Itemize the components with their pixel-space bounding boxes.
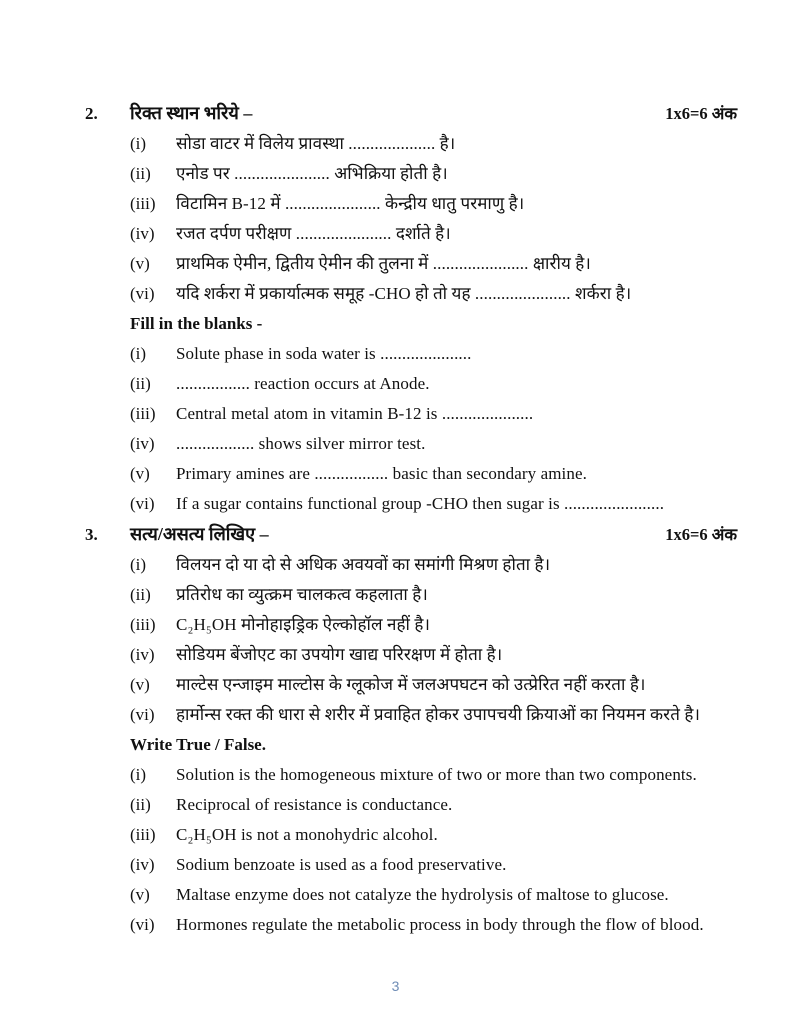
question-item <box>130 550 737 580</box>
item-text: Reciprocal of resistance is conductance. <box>176 795 453 814</box>
item-label: (ii) <box>130 164 151 183</box>
item-text: If a sugar contains functional group -CHO then sugar is ....................... <box>176 494 665 513</box>
question-item <box>130 820 737 850</box>
question-item <box>130 129 737 159</box>
question-3-hindi-items <box>130 550 737 730</box>
question-item <box>130 159 737 189</box>
question-title-hindi: सत्य/असत्य लिखिए – <box>130 524 269 544</box>
item-label: (vi) <box>130 284 155 303</box>
item-label: (iv) <box>130 434 155 453</box>
item-label: (i) <box>130 344 147 363</box>
page-number: 3 <box>391 978 400 994</box>
item-label: (ii) <box>130 585 151 604</box>
question-item <box>130 850 737 880</box>
question-number: 3. <box>85 525 98 544</box>
question-marks: 1x6=6 अंक <box>665 104 737 123</box>
question-3-english-items <box>130 760 737 940</box>
item-label: (iii) <box>130 194 156 213</box>
question-item <box>130 880 737 910</box>
question-item <box>130 760 737 790</box>
question-3-heading <box>85 519 737 550</box>
question-3-english-subheading: Write True / False. <box>130 735 266 754</box>
question-marks: 1x6=6 अंक <box>665 525 737 544</box>
question-3-block <box>85 519 737 940</box>
item-text: Maltase enzyme does not catalyze the hydrolysis of maltose to glucose. <box>176 885 669 904</box>
item-text: Sodium benzoate is used as a food preservative. <box>176 855 507 874</box>
question-item <box>130 189 737 219</box>
item-text: Solute phase in soda water is ..................... <box>176 344 472 363</box>
item-label: (iv) <box>130 855 155 874</box>
item-text: सोडा वाटर में विलेय प्रावस्था .................... है। <box>176 134 456 153</box>
item-label: (v) <box>130 464 150 483</box>
question-item <box>130 790 737 820</box>
item-text: एनोड पर ...................... अभिक्रिया होती है। <box>176 164 448 183</box>
question-item <box>130 610 737 640</box>
question-2-block <box>85 98 737 519</box>
item-label: (iv) <box>130 224 155 243</box>
question-item <box>130 339 737 369</box>
item-label: (v) <box>130 885 150 904</box>
item-text: हार्मोन्स रक्त की धारा से शरीर में प्रवाहित होकर उपापचयी क्रियाओं का नियमन करते है। <box>176 705 701 724</box>
item-label: (iii) <box>130 404 156 423</box>
item-text: प्रतिरोध का व्युत्क्रम चालकत्व कहलाता है। <box>176 585 428 604</box>
question-item <box>130 459 737 489</box>
question-item <box>130 700 737 730</box>
item-text: C₂H₅OH मोनोहाइड्रिक ऐल्कोहॉल नहीं है। <box>176 615 431 634</box>
item-text: ................. reaction occurs at Anode. <box>176 374 430 393</box>
item-label: (ii) <box>130 795 151 814</box>
item-text: सोडियम बेंजोएट का उपयोग खाद्य परिरक्षण में होता है। <box>176 645 503 664</box>
item-label: (v) <box>130 675 150 694</box>
question-title-hindi: रिक्त स्थान भरिये – <box>130 103 253 123</box>
item-text: माल्टेस एन्जाइम माल्टोस के ग्लूकोज में जलअपघटन को उत्प्रेरित नहीं करता है। <box>176 675 646 694</box>
item-text: विटामिन B-12 में ...................... केन्द्रीय धातु परमाणु है। <box>176 194 525 213</box>
question-item <box>130 580 737 610</box>
item-label: (iv) <box>130 645 155 664</box>
item-label: (iii) <box>130 825 156 844</box>
question-item <box>130 489 737 519</box>
item-label: (vi) <box>130 705 155 724</box>
item-label: (v) <box>130 254 150 273</box>
item-text: प्राथमिक ऐमीन, द्वितीय ऐमीन की तुलना में ...................... क्षारीय है। <box>176 254 591 273</box>
question-2-english-subheading: Fill in the blanks - <box>130 314 263 333</box>
item-text: Hormones regulate the metabolic process in body through the flow of blood. <box>176 915 704 934</box>
item-label: (vi) <box>130 915 155 934</box>
item-text: Solution is the homogeneous mixture of two or more than two components. <box>176 765 697 784</box>
item-text: .................. shows silver mirror test. <box>176 434 426 453</box>
question-2-hindi-items <box>130 129 737 309</box>
item-text: यदि शर्करा में प्रकार्यात्मक समूह -CHO हो तो यह ...................... शर्करा है। <box>176 284 632 303</box>
question-item <box>130 429 737 459</box>
question-item <box>130 910 737 940</box>
question-item <box>130 640 737 670</box>
question-item <box>130 219 737 249</box>
question-2-heading <box>85 98 737 129</box>
item-label: (i) <box>130 134 147 153</box>
item-text: विलयन दो या दो से अधिक अवयवों का समांगी मिश्रण होता है। <box>176 555 551 574</box>
question-2-english-items <box>130 339 737 519</box>
question-item <box>130 249 737 279</box>
item-label: (vi) <box>130 494 155 513</box>
question-item <box>130 399 737 429</box>
item-label: (i) <box>130 765 147 784</box>
question-number: 2. <box>85 104 98 123</box>
question-item <box>130 670 737 700</box>
item-text: C₂H₅OH is not a monohydric alcohol. <box>176 825 438 844</box>
item-label: (i) <box>130 555 147 574</box>
question-item <box>130 369 737 399</box>
item-text: Central metal atom in vitamin B-12 is ..................... <box>176 404 534 423</box>
item-label: (iii) <box>130 615 156 634</box>
item-text: रजत दर्पण परीक्षण ...................... दर्शाते है। <box>176 224 451 243</box>
question-item <box>130 279 737 309</box>
item-text: Primary amines are ................. basic than secondary amine. <box>176 464 587 483</box>
item-label: (ii) <box>130 374 151 393</box>
